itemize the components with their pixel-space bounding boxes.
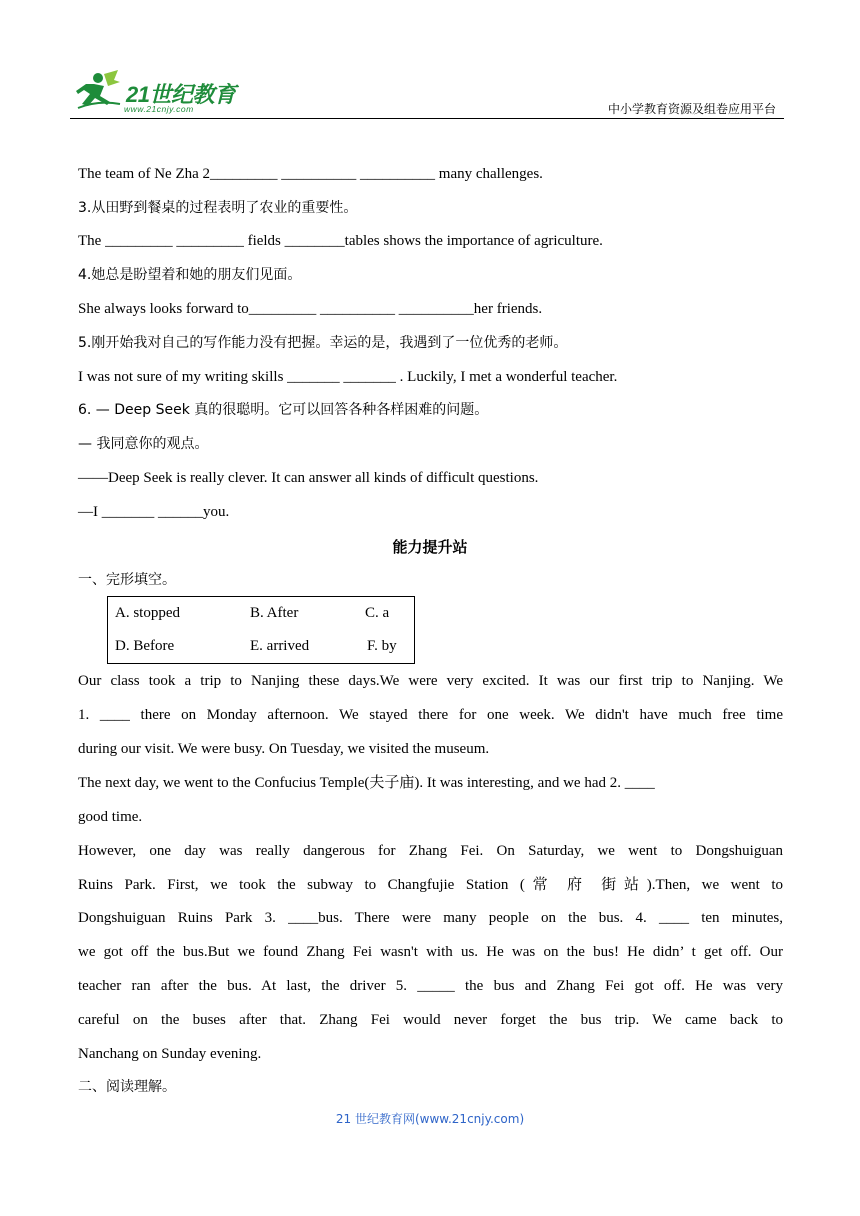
option-cell: E. arrived (250, 638, 310, 654)
page-footer: 21 世纪教育网(www.21cnjy.com) (335, 1112, 525, 1126)
passage-line: Dongshuiguan Ruins Park 3. ____bus. There were many people on the bus. 4. ____ ten minutes, (78, 910, 783, 926)
option-cell: B. After (250, 605, 299, 621)
exercise-line: 5.刚开始我对自己的写作能力没有把握。幸运的是，我遇到了一位优秀的老师。 (78, 335, 568, 351)
exercise-line: 6. — Deep Seek 真的很聪明。它可以回答各种各样困难的问题。 (78, 402, 489, 418)
passage-line: 1. ____ there on Monday afternoon. We stayed there for one week. We didn't have much free time (78, 707, 783, 723)
option-cell: D. Before (115, 638, 175, 654)
logo (74, 68, 244, 116)
option-cell: F. by (367, 638, 397, 654)
logo-text: 21世纪教育 (126, 82, 236, 107)
passage-line: we got off the bus.But we found Zhang Fei wasn't with us. He was on the bus! He didn’ t get off. Our (78, 944, 783, 960)
page-header (70, 62, 784, 119)
exercise-line: The team of Ne Zha 2_________ __________ __________ many challenges. (78, 166, 543, 182)
platform-tagline: 中小学教育资源及组卷应用平台 (607, 102, 776, 116)
exercise-line: The _________ _________ fields ________tables shows the importance of agriculture. (78, 233, 603, 249)
exercise-line: — 我同意你的观点。 (78, 436, 209, 452)
passage-line: The next day, we went to the Confucius Temple(夫子庙). It was interesting, and we had 2. ____ (78, 775, 655, 791)
cloze-heading: 一、完形填空。 (78, 572, 176, 588)
passage-line: However, one day was really dangerous for Zhang Fei. On Saturday, we went to Dongshuiguan (78, 843, 783, 859)
exercise-line: 4.她总是盼望着和她的朋友们见面。 (78, 267, 302, 283)
option-cell: C. a (365, 605, 390, 621)
exercise-line: 3.从田野到餐桌的过程表明了农业的重要性。 (78, 200, 358, 216)
logo-url: www.21cnjy.com (124, 104, 194, 114)
option-cell: A. stopped (115, 605, 180, 621)
exercise-line: ——Deep Seek is really clever. It can answer all kinds of difficult questions. (78, 470, 539, 486)
exercise-line: —I _______ ______you. (78, 504, 230, 520)
section-title: 能力提升站 (392, 538, 468, 556)
options-row (108, 630, 415, 664)
passage-line: Nanchang on Sunday evening. (78, 1046, 262, 1062)
passage-line: careful on the buses after that. Zhang Fei would never forget the bus trip. We came back to (78, 1012, 783, 1028)
exercise-line: I was not sure of my writing skills _______ _______ . Luckily, I met a wonderful teacher. (78, 369, 618, 385)
passage-line: teacher ran after the bus. At last, the driver 5. _____ the bus and Zhang Fei got off. He was very (78, 978, 783, 994)
passage-line: good time. (78, 809, 143, 825)
exercise-line: She always looks forward to_________ __________ __________her friends. (78, 301, 543, 317)
options-table (107, 596, 415, 664)
runner-logo-icon (74, 68, 124, 114)
passage-line: Ruins Park. First, we took the subway to Changfujie Station (常 府 街站).Then, we went to (78, 877, 783, 893)
passage-line: Our class took a trip to Nanjing these days.We were very excited. It was our first trip to Nanjing. We (78, 673, 783, 689)
reading-heading: 二、阅读理解。 (78, 1079, 176, 1095)
passage-line: during our visit. We were busy. On Tuesday, we visited the museum. (78, 741, 490, 757)
options-row (108, 597, 415, 631)
